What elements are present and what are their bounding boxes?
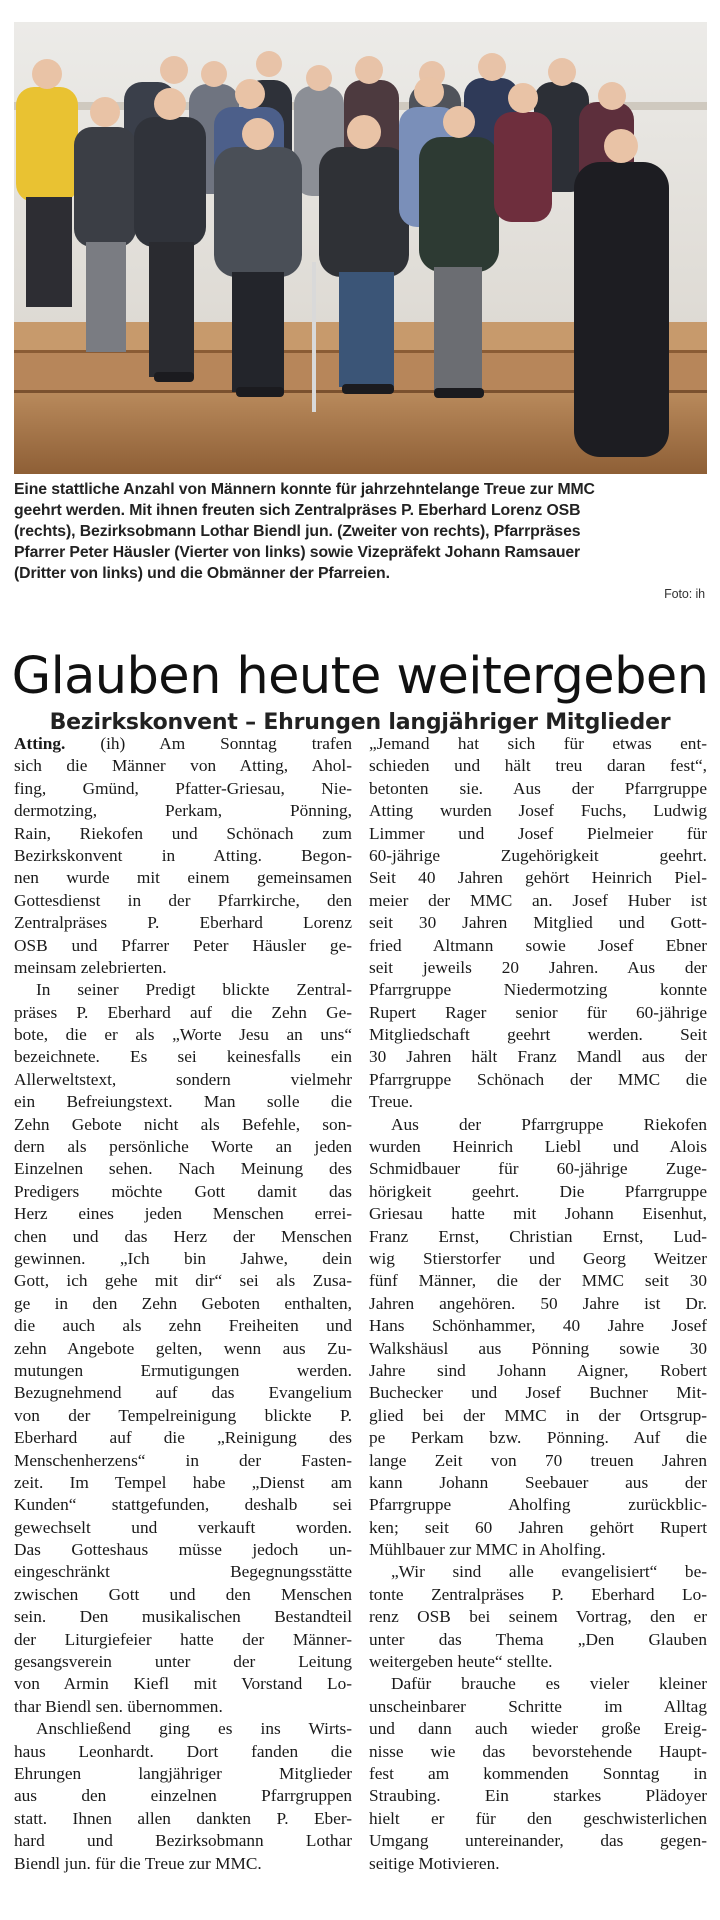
article-line: eingeschränkt Begegnungsstätte (14, 1562, 352, 1582)
article-line-text: (ih) Am Sonntag trafen (65, 734, 352, 753)
article-line: Atting wurden Josef Fuchs, Ludwig (369, 801, 707, 821)
article-line: fest am kommenden Sonntag in (369, 1763, 707, 1783)
article-line: hielt er für den geschwisterlichen (369, 1808, 707, 1828)
group-photo (14, 22, 707, 474)
article-line: Eberhard auf die „Reinigung des (14, 1428, 352, 1448)
article-line: hard und Bezirksobmann Lothar (14, 1831, 352, 1851)
article-line: Seit 40 Jahren gehört Heinrich Piel- (369, 868, 707, 888)
caption-line: (rechts), Bezirksobmann Lothar Biendl jun. (Zweiter von rechts), Pfarrpräses (14, 523, 581, 540)
article-line: Treue. (369, 1092, 414, 1112)
article-line: haus Leonhardt. Dort fanden die (14, 1741, 352, 1761)
article-line: Rain, Riekofen und Schönach zum (14, 823, 352, 843)
article-line: Jahren angehören. 50 Jahre ist Dr. (369, 1293, 707, 1313)
article-line: Anschließend ging es ins Wirts- (36, 1719, 352, 1739)
group-photo-illustration (14, 22, 707, 474)
article-line: aus den einzelnen Pfarrgruppen (14, 1786, 352, 1806)
article-line: unter das Thema „Den Glauben (369, 1629, 707, 1649)
article-line: Limmer und Josef Pielmeier für (369, 823, 707, 843)
article-line: Kunden“ stattgefunden, deshalb sei (14, 1495, 352, 1515)
article-line: thar Biendl sen. übernommen. (14, 1696, 223, 1716)
article-line: Bezirkskonvent in Atting. Begon- (14, 845, 352, 865)
article-headline: Glauben heute weitergeben (11, 647, 709, 707)
article-line: gewinnen. „Ich bin Jahwe, dein (14, 1248, 352, 1268)
article-line: „Jemand hat sich für etwas ent- (369, 734, 707, 753)
article-line: mutungen Ermutigungen werden. (14, 1360, 352, 1380)
article-line: seit jeweils 20 Jahren. Aus der (369, 957, 707, 977)
article-line: Schmidbauer für 60-jährige Zuge- (369, 1159, 707, 1179)
article-line: renz OSB bei seinem Vortrag, den er (369, 1607, 707, 1627)
article-line (14, 733, 352, 755)
article-line: Mühlbauer zur MMC in Aholfing. (369, 1540, 606, 1560)
article-line: tonte Zentralpräses P. Eberhard Lo- (369, 1584, 707, 1604)
article-line: Allerweltstext, sondern vielmehr (14, 1069, 352, 1089)
article-line: schieden und hält treu daran fest“, (369, 756, 707, 776)
article-line: Buchecker und Josef Buchner Mit- (369, 1383, 707, 1403)
article-line: weitergeben heute“ stellte. (369, 1652, 553, 1672)
article-line: Pfarrgruppe Niedermotzing konnte (369, 980, 707, 1000)
article-line: „Wir sind alle evangelisiert“ be- (391, 1562, 707, 1582)
article-line: dern als persönliche Worte an jeden (14, 1137, 352, 1157)
article-line: Herz eines jeden Menschen errei- (14, 1204, 352, 1224)
article-line: Bezugnehmend auf das Evangelium (14, 1383, 352, 1403)
article-line: ken; seit 60 Jahren gehört Rupert (369, 1517, 707, 1537)
article-line: lange Zeit von 70 treuen Jahren (369, 1450, 707, 1470)
article-line: bote, die er als „Worte Jesu an uns“ (14, 1025, 352, 1045)
article-line: zehn Angebote gelten, wenn aus Zu- (14, 1338, 352, 1358)
article-line: 60-jährige Zugehörigkeit geehrt. (369, 845, 707, 865)
article-line: hörigkeit geehrt. Die Pfarrgruppe (369, 1181, 707, 1201)
article-line: Zentralpräses P. Eberhard Lorenz (14, 913, 352, 933)
caption-line: geehrt werden. Mit ihnen freuten sich Zentralpräses P. Eberhard Lorenz OSB (14, 502, 581, 519)
article-line: wig Stierstorfer und Georg Weitzer (369, 1248, 707, 1268)
article-line: kann Johann Seebauer aus der (369, 1472, 707, 1492)
article-line: sein. Den musikalischen Bestandteil (14, 1607, 352, 1627)
article-subheadline: Bezirkskonvent – Ehrungen langjähriger Mitglieder (49, 710, 671, 736)
article-line: Zehn Gebote nicht als Befehle, son- (14, 1114, 352, 1134)
dateline: Atting. (14, 734, 66, 753)
article-line: seitige Motivieren. (369, 1853, 500, 1873)
article-line: Aus der Pfarrgruppe Riekofen (391, 1114, 707, 1134)
article-line: gesangsverein unter der Leitung (14, 1652, 352, 1672)
article-line: In seiner Predigt blickte Zentral- (36, 980, 352, 1000)
article-line: Biendl jun. für die Treue zur MMC. (14, 1853, 262, 1873)
article-line: Predigers möchte Gott damit das (14, 1181, 352, 1201)
article-line: zwischen Gott und den Menschen (14, 1584, 352, 1604)
article-line: gewechselt und verkauft worden. (14, 1517, 352, 1537)
article-line: Ehrungen langjähriger Mitglieder (14, 1763, 352, 1783)
article-line: chen und das Herz der Menschen (14, 1226, 352, 1246)
article-line: dermotzing, Perkam, Pönning, (14, 801, 352, 821)
article-line: Franz Ernst, Christian Ernst, Lud- (369, 1226, 707, 1246)
article-line: Griesau hatte mit Johann Eisenhut, (369, 1204, 707, 1224)
article-line: Mitgliedschaft geehrt werden. Seit (369, 1025, 707, 1045)
article-line: Jahre sind Johann Aigner, Robert (369, 1360, 707, 1380)
article-line: Walkshäusl aus Pönning sowie 30 (369, 1338, 707, 1358)
article-line: bezeichnete. Es sei keinesfalls ein (14, 1047, 352, 1067)
article-line: fünf Männer, die der MMC seit 30 (369, 1271, 707, 1291)
article-column-left (14, 733, 352, 1875)
article-line: statt. Ihnen allen dankten P. Eber- (14, 1808, 352, 1828)
article-line: von der Tempelreinigung blickte P. (14, 1405, 352, 1425)
article-line: Einzelnen sehen. Nach Meinung des (14, 1159, 352, 1179)
article-line: ge in den Zehn Geboten enthalten, (14, 1293, 352, 1313)
article-line: und dann auch wieder große Ereig- (369, 1719, 707, 1739)
article-line: nisse wie das bevorstehende Haupt- (369, 1741, 707, 1761)
caption-line: Pfarrer Peter Häusler (Vierter von links) sowie Vizepräfekt Johann Ramsauer (14, 544, 581, 561)
article-line: betonten sie. Aus der Pfarrgruppe (369, 778, 707, 798)
article-line: glied bei der MMC in der Ortsgrup- (369, 1405, 707, 1425)
photo-credit: Foto: ih (664, 587, 705, 601)
article-line: Pfarrgruppe Schönach der MMC die (369, 1069, 707, 1089)
article-line: zeit. Im Tempel habe „Dienst am (14, 1472, 352, 1492)
article-line: sich die Männer von Atting, Ahol- (14, 756, 352, 776)
article-line: wurden Heinrich Liebl und Alois (369, 1137, 707, 1157)
article-line: 30 Jahren hält Franz Mandl aus der (369, 1047, 707, 1067)
article-line: die auch als zehn Freiheiten und (14, 1316, 352, 1336)
article-line: meinsam zelebrierten. (14, 957, 167, 977)
article-line: der Liturgiefeier hatte der Männer- (14, 1629, 352, 1649)
article-line: Dafür brauche es vieler kleiner (391, 1674, 707, 1694)
article-line: nen wurde mit einem gemeinsamen (14, 868, 352, 888)
article-line: Menschenherzens“ in der Fasten- (14, 1450, 352, 1470)
photo-caption (14, 479, 707, 601)
article-line: OSB und Pfarrer Peter Häusler ge- (14, 935, 352, 955)
article-line: ein Befreiungstext. Man solle die (14, 1092, 352, 1112)
article-line: Gott, ich gehe mit dir“ sei als Zusa- (14, 1271, 352, 1291)
article-line: meier der MMC an. Josef Huber ist (369, 890, 707, 910)
article-line: Umgang untereinander, das gegen- (369, 1831, 707, 1851)
article-line: Hans Schönhammer, 40 Jahre Josef (369, 1316, 707, 1336)
article-line: Das Gotteshaus müsse jedoch un- (14, 1540, 352, 1560)
article-column-right (369, 733, 707, 1875)
article-line: von Armin Kiefl mit Vorstand Lo- (14, 1674, 352, 1694)
caption-line: Eine stattliche Anzahl von Männern konnte für jahrzehntelange Treue zur MMC (14, 481, 595, 498)
article-line: pe Perkam bzw. Pönning. Auf die (369, 1428, 707, 1448)
article-line: Pfarrgruppe Aholfing zurückblic- (369, 1495, 707, 1515)
article-line: Rupert Rager senior für 60-jährige (369, 1002, 707, 1022)
article-line: seit 30 Jahren Mitglied und Gott- (369, 913, 707, 933)
article-line: Gottesdienst in der Pfarrkirche, den (14, 890, 352, 910)
article-line: fing, Gmünd, Pfatter-Griesau, Nie- (14, 778, 352, 798)
article-line: fried Altmann sowie Josef Ebner (369, 935, 707, 955)
article-line: präses P. Eberhard auf die Zehn Ge- (14, 1002, 352, 1022)
article-line: unscheinbarer Schritte im Alltag (369, 1696, 707, 1716)
caption-line: (Dritter von links) und die Obmänner der Pfarreien. (14, 565, 390, 582)
article-line: Straubing. Ein starkes Plädoyer (369, 1786, 707, 1806)
